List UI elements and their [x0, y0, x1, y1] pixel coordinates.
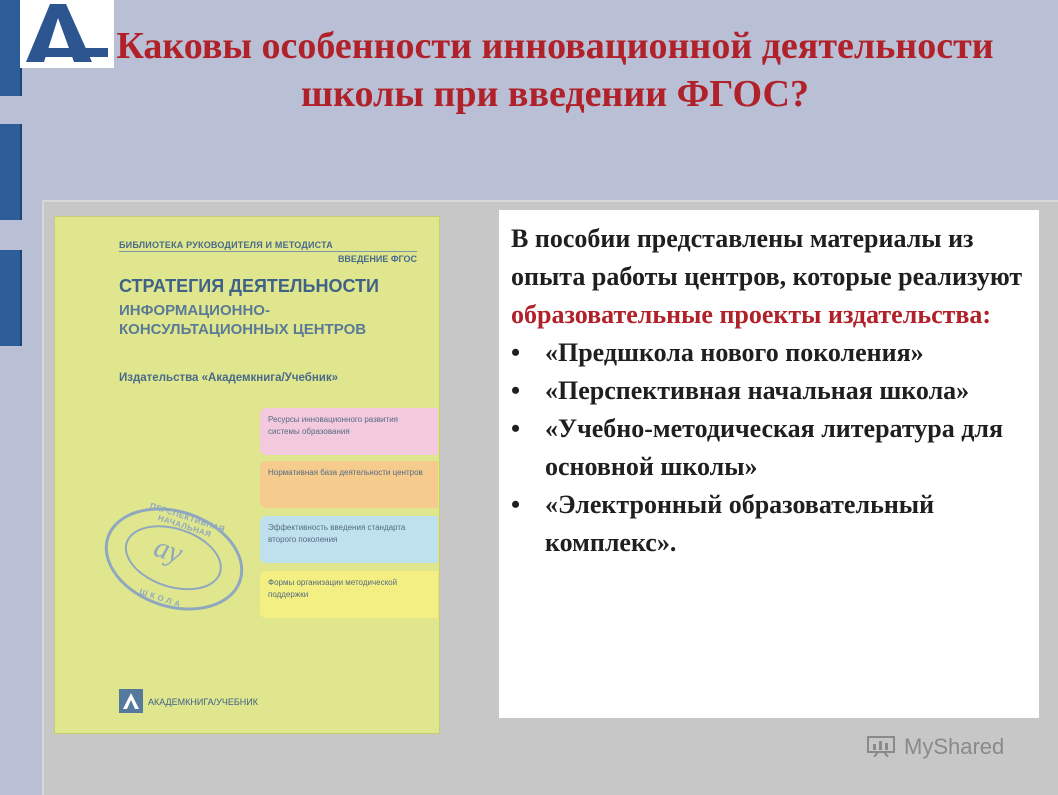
book-tab: Формы организации методической поддержки: [260, 571, 438, 618]
list-item: • «Учебно-методическая литература для основной школы»: [511, 410, 1027, 486]
left-accent-bar: [0, 0, 22, 96]
book-tab: Эффективность введения стандарта второго поколения: [260, 516, 438, 563]
stamp-mark: ау: [149, 530, 187, 571]
book-edition: ВВЕДЕНИЕ ФГОС: [337, 254, 417, 264]
left-accent-bar: [0, 124, 22, 220]
left-accent-bar: [0, 250, 22, 346]
stamp-text-top: ПЕРСПЕКТИВНАЯ НАЧАЛЬНАЯ: [148, 501, 227, 540]
book-tab: Ресурсы инновационного развития системы образования: [260, 408, 438, 455]
publisher-logo-icon: [119, 689, 143, 713]
stamp-text-bottom: ШКОЛА: [138, 587, 185, 610]
watermark: [866, 730, 1036, 770]
book-tab: Нормативная база деятельности центров: [260, 461, 438, 508]
text-box: [499, 210, 1039, 718]
highlight-text: образовательные проекты издательства:: [511, 300, 992, 329]
watermark-text: MyShared: [904, 734, 1005, 759]
book-subtitle: ИНФОРМАЦИОННО-КОНСУЛЬТАЦИОННЫХ ЦЕНТРОВ: [119, 302, 367, 338]
bullet-list: [511, 334, 1027, 562]
intro: В пособии представлены материалы из опыта работы центров, которые реализуют: [511, 224, 1023, 291]
book-title: СТРАТЕГИЯ ДЕЯТЕЛЬНОСТИ: [119, 276, 379, 296]
book-series: БИБЛИОТЕКА РУКОВОДИТЕЛЯ И МЕТОДИСТА: [119, 240, 333, 250]
intro-text: [511, 220, 1027, 334]
page-title: Каковы особенности инновационной деятельности школы при введении ФГОС?: [116, 25, 994, 115]
list-item: • «Перспективная начальная школа»: [511, 372, 1027, 410]
book-cover: [54, 216, 440, 734]
list-item: • «Предшкола нового поколения»: [511, 334, 1027, 372]
stamp-icon: [91, 490, 256, 627]
publisher-logo-text: АКАДЕМКНИГА/УЧЕБНИК: [148, 697, 258, 707]
presentation-icon: [866, 735, 896, 757]
book-divider: [119, 251, 417, 252]
book-publisher: Издательства «Академкнига/Учебник»: [119, 372, 339, 384]
list-item: • «Электронный образовательный комплекс».: [511, 486, 1027, 562]
